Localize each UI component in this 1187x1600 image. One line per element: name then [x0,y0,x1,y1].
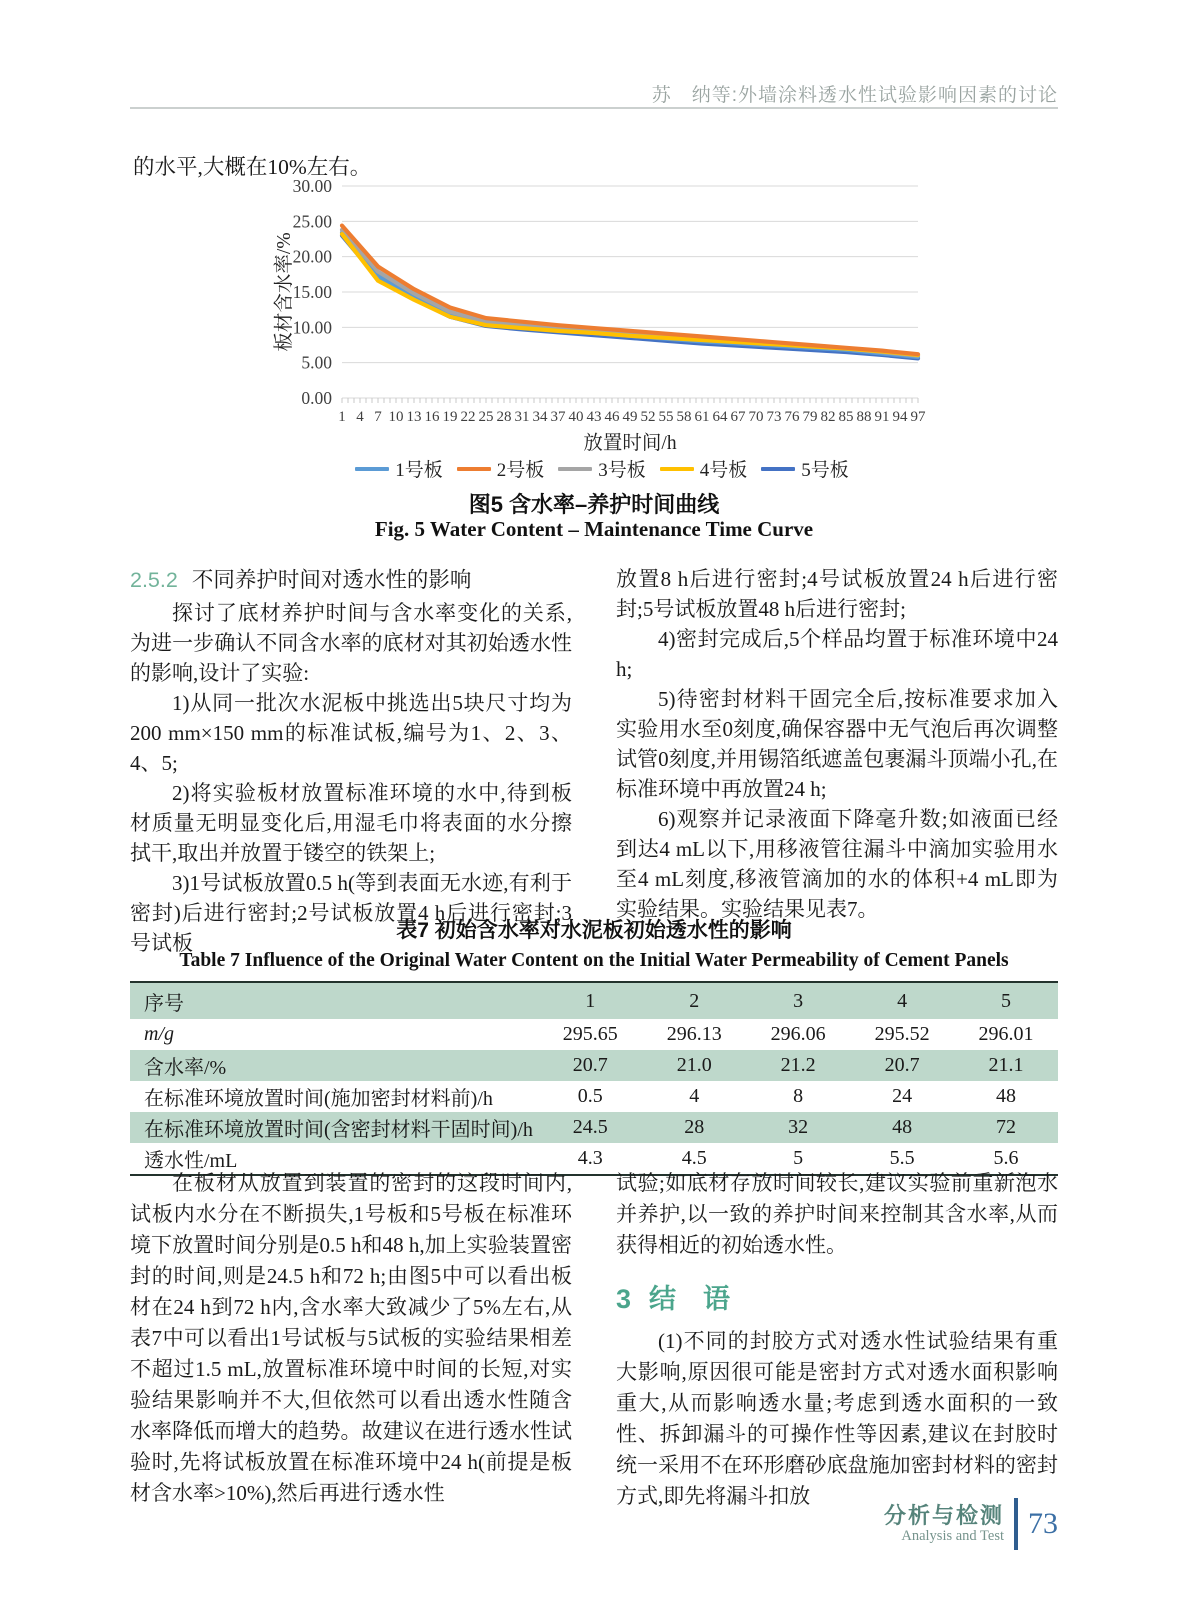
svg-text:94: 94 [892,409,908,425]
svg-text:49: 49 [622,409,638,425]
svg-text:43: 43 [586,409,602,425]
table-header-row [130,982,1058,1019]
running-header: 苏 纳等:外墙涂料透水性试验影响因素的讨论 [651,85,1058,106]
svg-text:5.00: 5.00 [301,352,332,373]
column-header: 1 [585,989,596,1012]
table-row [130,1019,1058,1050]
cell-value: 296.06 [770,1023,826,1045]
table-title-cn: 表7 初始含水率对水泥板初始透水性的影响 [396,919,792,942]
legend-line-swatch [761,467,795,471]
table-row [130,1050,1058,1081]
svg-text:10.00: 10.00 [292,317,332,338]
svg-text:73: 73 [766,409,782,425]
cell-value: 5.5 [889,1147,915,1169]
row-label: 含水率/% [144,1057,227,1079]
row-label: 在标准环境放置时间(含密封材料干固时间)/h [144,1119,533,1141]
svg-text:22: 22 [460,409,476,425]
cell-value: 24 [892,1085,913,1107]
table-title-en: Table 7 Influence of the Original Water Content on the Initial Water Permeability of Cement Panels [179,950,1009,971]
svg-text:板材含水率/%: 板材含水率/% [274,232,295,352]
svg-text:1: 1 [338,409,346,425]
svg-text:37: 37 [550,409,566,425]
left-column [130,564,572,958]
cell-value: 28 [684,1116,705,1138]
paragraph: 在板材从放置到装置的密封的这段时间内,试板内水分在不断损失,1号板和5号板在标准环境下放置时间分别是0.5 h和48 h,加上实验装置密封的时间,则是24.5 h和72 h;由图5中可以看出板材在24 h到72 h内,含水率大致减少了5%左右,从表7中可以看出1号试板与5试板的实验结果相差不超过1.5 mL,放置标准环境中时间的长短,对实验结果影响并不大,但依然可以看出透水性随含水率降低而增大的趋势。故建议在进行透水性试验时,先将试板放置在标准环境中24 h(前提是板材含水率>10%),然后再进行透水性 [130,1171,572,1505]
left-column [130,1168,572,1512]
svg-text:20.00: 20.00 [292,246,332,267]
section-number: 2.5.2 [130,568,178,592]
cell-value: 5 [793,1147,804,1169]
legend-label: 4号板 [699,460,748,481]
column-header: 2 [689,989,700,1012]
cell-value: 295.65 [562,1023,618,1045]
paragraph: 试验;如底材存放时间较长,建议实验前重新泡水并养护,以一致的养护时间来控制其含水率,从而获得相近的初始透水性。 [616,1171,1058,1257]
svg-text:76: 76 [784,409,800,425]
cell-value: 24.5 [572,1116,608,1138]
figure-caption-cn: 图5 含水率–养护时间曲线 [468,492,720,517]
chart-svg [272,172,932,458]
svg-text:16: 16 [424,409,440,425]
cell-value: 21.1 [988,1054,1024,1076]
section-title: 不同养护时间对透水性的影响 [191,568,472,592]
svg-text:31: 31 [514,409,530,425]
row-label: 在标准环境放置时间(施加密封材料前)/h [144,1088,493,1110]
cell-value: 296.13 [666,1023,722,1045]
two-column-text-bottom [130,1168,1058,1512]
svg-text:70: 70 [748,409,764,425]
page-number: 73 [1028,1507,1058,1540]
legend-label: 2号板 [496,460,545,481]
cell-value: 5.6 [993,1147,1019,1169]
svg-text:64: 64 [712,409,728,425]
cell-value: 20.7 [884,1054,920,1076]
paragraph: (1)不同的封胶方式对透水性试验结果有重大影响,原因很可能是密封方式对透水面积影响重大,从而影响透水量;考虑到透水面积的一致性、拆卸漏斗的可操作性等因素,建议在封胶时统一采用不在环形磨砂底盘施加密封材料的密封方式,即先将漏斗扣放 [616,1329,1058,1508]
chart-legend [272,455,932,482]
svg-text:7: 7 [374,409,382,425]
svg-text:67: 67 [730,409,746,425]
svg-text:97: 97 [910,409,926,425]
paragraph: 4)密封完成后,5个样品均置于标准环境中24 h; [616,627,1058,681]
cell-value: 296.01 [978,1023,1034,1045]
svg-text:58: 58 [676,409,692,425]
legend-item [558,455,646,482]
svg-text:79: 79 [802,409,818,425]
cell-value: 48 [996,1085,1017,1107]
cell-value: 4.5 [681,1147,707,1169]
cell-value: 295.52 [874,1023,930,1045]
section-number: 3 [616,1284,632,1314]
svg-text:4: 4 [356,409,364,425]
legend-line-swatch [457,467,491,471]
cell-value: 32 [788,1116,809,1138]
svg-text:40: 40 [568,409,584,425]
footer-divider-bar [1014,1498,1018,1550]
svg-text:34: 34 [532,409,548,425]
table-row [130,1112,1058,1143]
legend-item [355,455,443,482]
figure-caption-en: Fig. 5 Water Content – Maintenance Time Curve [374,517,814,541]
svg-text:10: 10 [388,409,404,425]
svg-text:30.00: 30.00 [292,176,332,196]
right-column [616,564,1058,958]
legend-item [761,455,849,482]
column-header: 3 [793,989,804,1012]
cell-value: 21.2 [780,1054,816,1076]
svg-text:19: 19 [442,409,458,425]
table7 [130,981,1058,1176]
section-3-heading [616,1277,1058,1316]
svg-text:25.00: 25.00 [292,211,332,232]
journal-section [884,1504,1004,1545]
cell-value: 20.7 [572,1054,608,1076]
legend-label: 5号板 [801,460,849,481]
paragraph: 探讨了底材养护时间与含水率变化的关系,为进一步确认不同含水率的底材对其初始透水性的影响,设计了实验: [130,601,572,685]
legend-label: 1号板 [395,460,443,481]
legend-line-swatch [660,467,694,471]
table7-block [130,914,1058,1176]
row-label: m/g [144,1023,174,1045]
svg-text:28: 28 [496,409,512,425]
paragraph: 3)1号试板放置0.5 h(等到表面无水迹,有利于密封)后进行密封;2号试板放置4 h后进行密封;3号试板 [130,871,572,955]
cell-value: 8 [793,1085,804,1107]
svg-text:91: 91 [874,409,890,425]
cell-value: 48 [892,1116,913,1138]
intro-paragraph: 的水平,大概在10%左右。 [133,154,372,179]
legend-item [660,455,748,482]
row-label: 透水性/mL [144,1150,238,1172]
cell-value: 21.0 [676,1054,712,1076]
journal-section-cn: 分析与检测 [883,1502,1004,1528]
header-divider [130,107,1058,109]
cell-value: 4 [689,1085,700,1107]
paragraph: 2)将实验板材放置标准环境的水中,待到板材质量无明显变化后,用湿毛巾将表面的水分擦拭干,取出并放置于镂空的铁架上; [130,781,572,865]
section-title: 结 语 [649,1284,731,1314]
figure5-line-chart [272,172,932,458]
legend-line-swatch [558,467,592,471]
legend-item [457,455,545,482]
column-header: 5 [1001,989,1012,1012]
cell-value: 0.5 [577,1085,603,1107]
svg-text:46: 46 [604,409,620,425]
cell-value: 72 [996,1116,1017,1138]
svg-text:15.00: 15.00 [292,282,332,302]
two-column-text-top [130,564,1058,958]
column-header: 序号 [144,992,184,1015]
svg-text:52: 52 [640,409,656,425]
right-column [616,1168,1058,1512]
column-header: 4 [897,989,908,1012]
paragraph: 1)从同一批次水泥板中挑选出5块尺寸均为200 mm×150 mm的标准试板,编号为1、2、3、4、5; [130,691,572,775]
journal-section-en: Analysis and Test [901,1527,1004,1544]
svg-text:85: 85 [838,409,854,425]
legend-label: 3号板 [598,460,646,481]
svg-text:55: 55 [658,409,674,425]
svg-text:放置时间/h: 放置时间/h [583,433,677,454]
cell-value: 4.3 [577,1147,603,1169]
paragraph: 放置8 h后进行密封;4号试板放置24 h后进行密封;5号试板放置48 h后进行密封; [616,567,1058,621]
svg-text:61: 61 [694,409,710,425]
section-2-5-2-heading [130,564,572,596]
svg-text:88: 88 [856,409,872,425]
svg-text:82: 82 [820,409,836,425]
paragraph: 6)观察并记录液面下降毫升数;如液面已经到达4 mL以下,用移液管往漏斗中滴加实验用水至4 mL刻度,移液管滴加的水的体积+4 mL即为实验结果。实验结果见表7。 [616,807,1058,921]
svg-text:0.00: 0.00 [301,388,332,408]
svg-text:13: 13 [406,409,422,425]
paragraph: 5)待密封材料干固完全后,按标准要求加入实验用水至0刻度,确保容器中无气泡后再次调整试管0刻度,并用锡箔纸遮盖包裹漏斗顶端小孔,在标准环境中再放置24 h; [616,687,1058,801]
legend-line-swatch [355,467,389,471]
page-footer [760,1498,1058,1550]
svg-text:25: 25 [478,409,494,425]
table-row [130,1081,1058,1112]
